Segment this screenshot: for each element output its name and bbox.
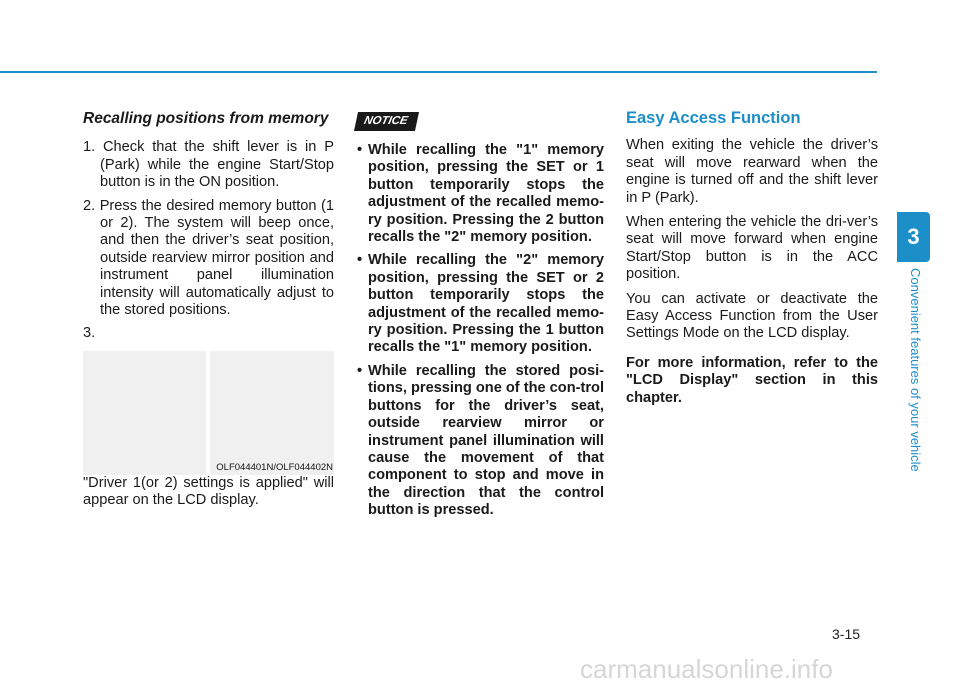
lcd-message-text: "Driver 1(or 2) settings is applied" will appear on the LCD display.	[83, 474, 334, 509]
watermark: carmanualsonline.info	[580, 654, 833, 684]
step-2: 2. Press the desired memory button (1 or 2). The system will beep once, and then the driver’s seat position, outside rearview mirror position and instrument panel illumination intensity will automatically adjust to the stored positions.	[83, 197, 334, 319]
bullet-icon: •	[357, 362, 363, 379]
notice-item-text: While recalling the "2" memory position, pressing the SET or 2 button temporarily stops the adjustment of the recalled memo-ry position. Pressing the 1 button recalls the "1" memory position.	[368, 252, 604, 356]
list-item	[354, 142, 604, 246]
right-column	[626, 110, 878, 414]
reference-paragraph: For more information, refer to the "LCD Display" section in this chapter.	[626, 354, 878, 406]
paragraph: When exiting the vehicle the driver’s seat will move rearward when the engine is turned off and the shift lever in P (Park).	[626, 137, 878, 206]
notice-item-text: While recalling the "1" memory position, pressing the SET or 1 button temporarily stops the adjustment of the recalled memo-ry position. Pressing the 2 button recalls the "2" memory position.	[368, 142, 604, 246]
page-number: 3-15	[832, 626, 861, 642]
step-3: 3.	[83, 325, 96, 342]
notice-item-text: While recalling the stored posi-tions, pressing one of the con-trol buttons for the driver’s seat, outside rearview mirror or instrument panel illumination will cause the movement of that component to stop and move in the direction that the control button is pressed.	[368, 362, 604, 519]
left-column	[83, 110, 334, 517]
paragraph: When entering the vehicle the dri-ver’s seat will move forward when engine Start/Stop button is in the ACC position.	[626, 214, 878, 283]
section-heading-easy-access: Easy Access Function	[626, 109, 801, 127]
chapter-title: Convenient features of your vehicle	[908, 268, 923, 472]
list-item	[354, 363, 604, 520]
figure-image-right	[210, 351, 334, 475]
paragraph: You can activate or deactivate the Easy Access Function from the User Settings Mode on the LCD display.	[626, 290, 878, 342]
middle-column	[354, 110, 604, 526]
bullet-icon: •	[357, 252, 363, 269]
list-item	[354, 252, 604, 356]
chapter-tab: 3	[897, 212, 930, 262]
figure-caption: OLF044401N/OLF044402N	[216, 461, 333, 473]
step-1: 1. Check that the shift lever is in P (Park) while the engine Start/Stop button is in the ON position.	[83, 139, 334, 191]
top-rule	[0, 71, 877, 73]
notice-list	[354, 142, 604, 520]
figure-image-left	[83, 351, 206, 475]
bullet-icon: •	[357, 142, 363, 158]
notice-badge: NOTICE	[354, 112, 419, 131]
memory-button-figure	[83, 351, 334, 475]
section-heading-recalling: Recalling positions from memory	[83, 110, 329, 127]
